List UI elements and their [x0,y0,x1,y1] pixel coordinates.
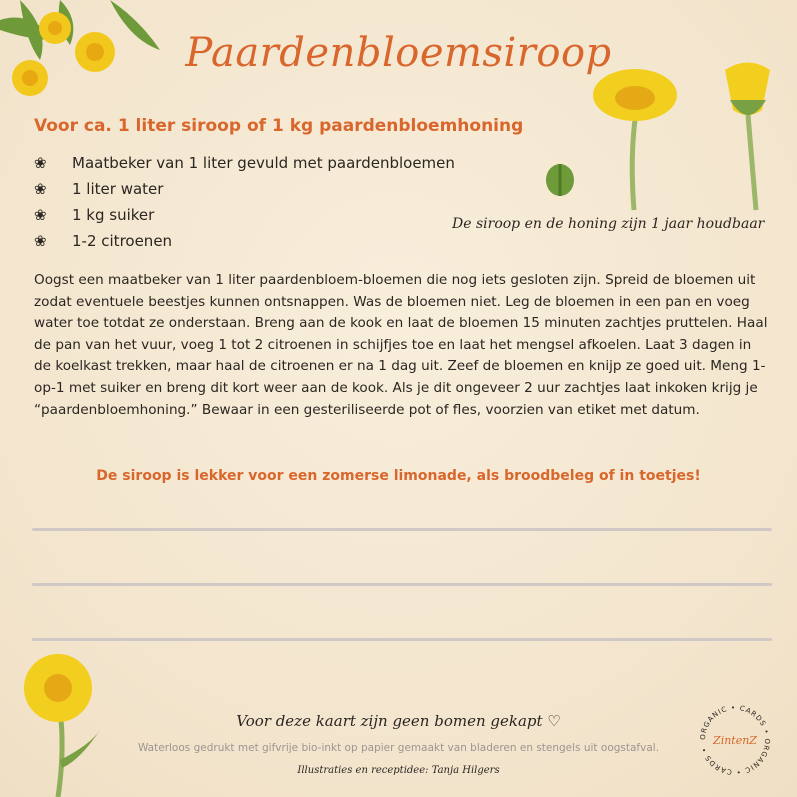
instructions-paragraph: Oogst een maatbeker van 1 liter paardenbloem-bloemen die nog iets gesloten zijn. Spreid de bloemen uit zodat eventuele beestjes kunnen ontsnappen. Was de bloemen niet. Leg de bloemen in een pan en voeg water toe totdat ze onderstaan. Breng aan de kook en laat de bloemen 15 minuten zachtjes pruttelen. Haal de pan van het vuur, voeg 1 tot 2 citroenen in schijfjes toe en laat het mengsel afkoelen. Laat 3 dagen in de koelkast trekken, maar haal de citroenen er na 1 dag uit. Zeef de bloemen en knijp ze goed uit. Meng 1-op-1 met suiker en breng dit kort weer aan de kook. Als je dit ongeveer 2 uur zachtjes laat inkoken krijg je “paardenbloemhoning.” Bewaar in een gesteriliseerde pot of fles, voorzien van etiket met datum. [34,272,768,418]
zintenz-logo [695,700,775,780]
ingredient-item: ❀ Maatbeker van 1 liter gevuld met paardenbloemen [34,154,455,172]
writing-line [32,583,772,586]
logo-ring-text: ORGANIC • CARDS • ORGANIC • CARDS • [698,703,772,777]
writing-line [32,638,772,641]
serving-tip: De siroop is lekker voor een zomerse limonade, als broodbeleg of in toetjes! [96,468,701,484]
ingredient-item: ❀ 1 kg suiker [34,206,155,224]
eco-statement: Voor deze kaart zijn geen bomen gekapt ♡ [236,712,561,730]
credits: Illustraties en receptidee: Tanja Hilgers [297,765,500,776]
printing-note: Waterloos gedrukt met gifvrije bio-inkt op papier gemaakt van bladeren en stengels uit oogstafval. [137,742,660,754]
ingredient-item: ❀ 1-2 citroenen [34,232,173,250]
ingredient-list [34,150,455,254]
ingredient-item: ❀ 1 liter water [34,180,164,198]
logo-brand-text: ZintenZ [713,734,757,747]
shelf-life-note: De siroop en de honing zijn 1 jaar houdbaar [452,216,765,232]
flower-bullet-icon: ❀ [34,180,47,198]
yield-subtitle: Voor ca. 1 liter siroop of 1 kg paardenbloemhoning [34,116,524,136]
writing-line [32,528,772,531]
recipe-title: Paardenbloemsiroop [185,30,612,76]
flower-bullet-icon: ❀ [34,206,47,224]
flower-bullet-icon: ❀ [34,232,47,250]
dandelion-stems-illustration [530,60,790,220]
flower-bullet-icon: ❀ [34,154,47,172]
